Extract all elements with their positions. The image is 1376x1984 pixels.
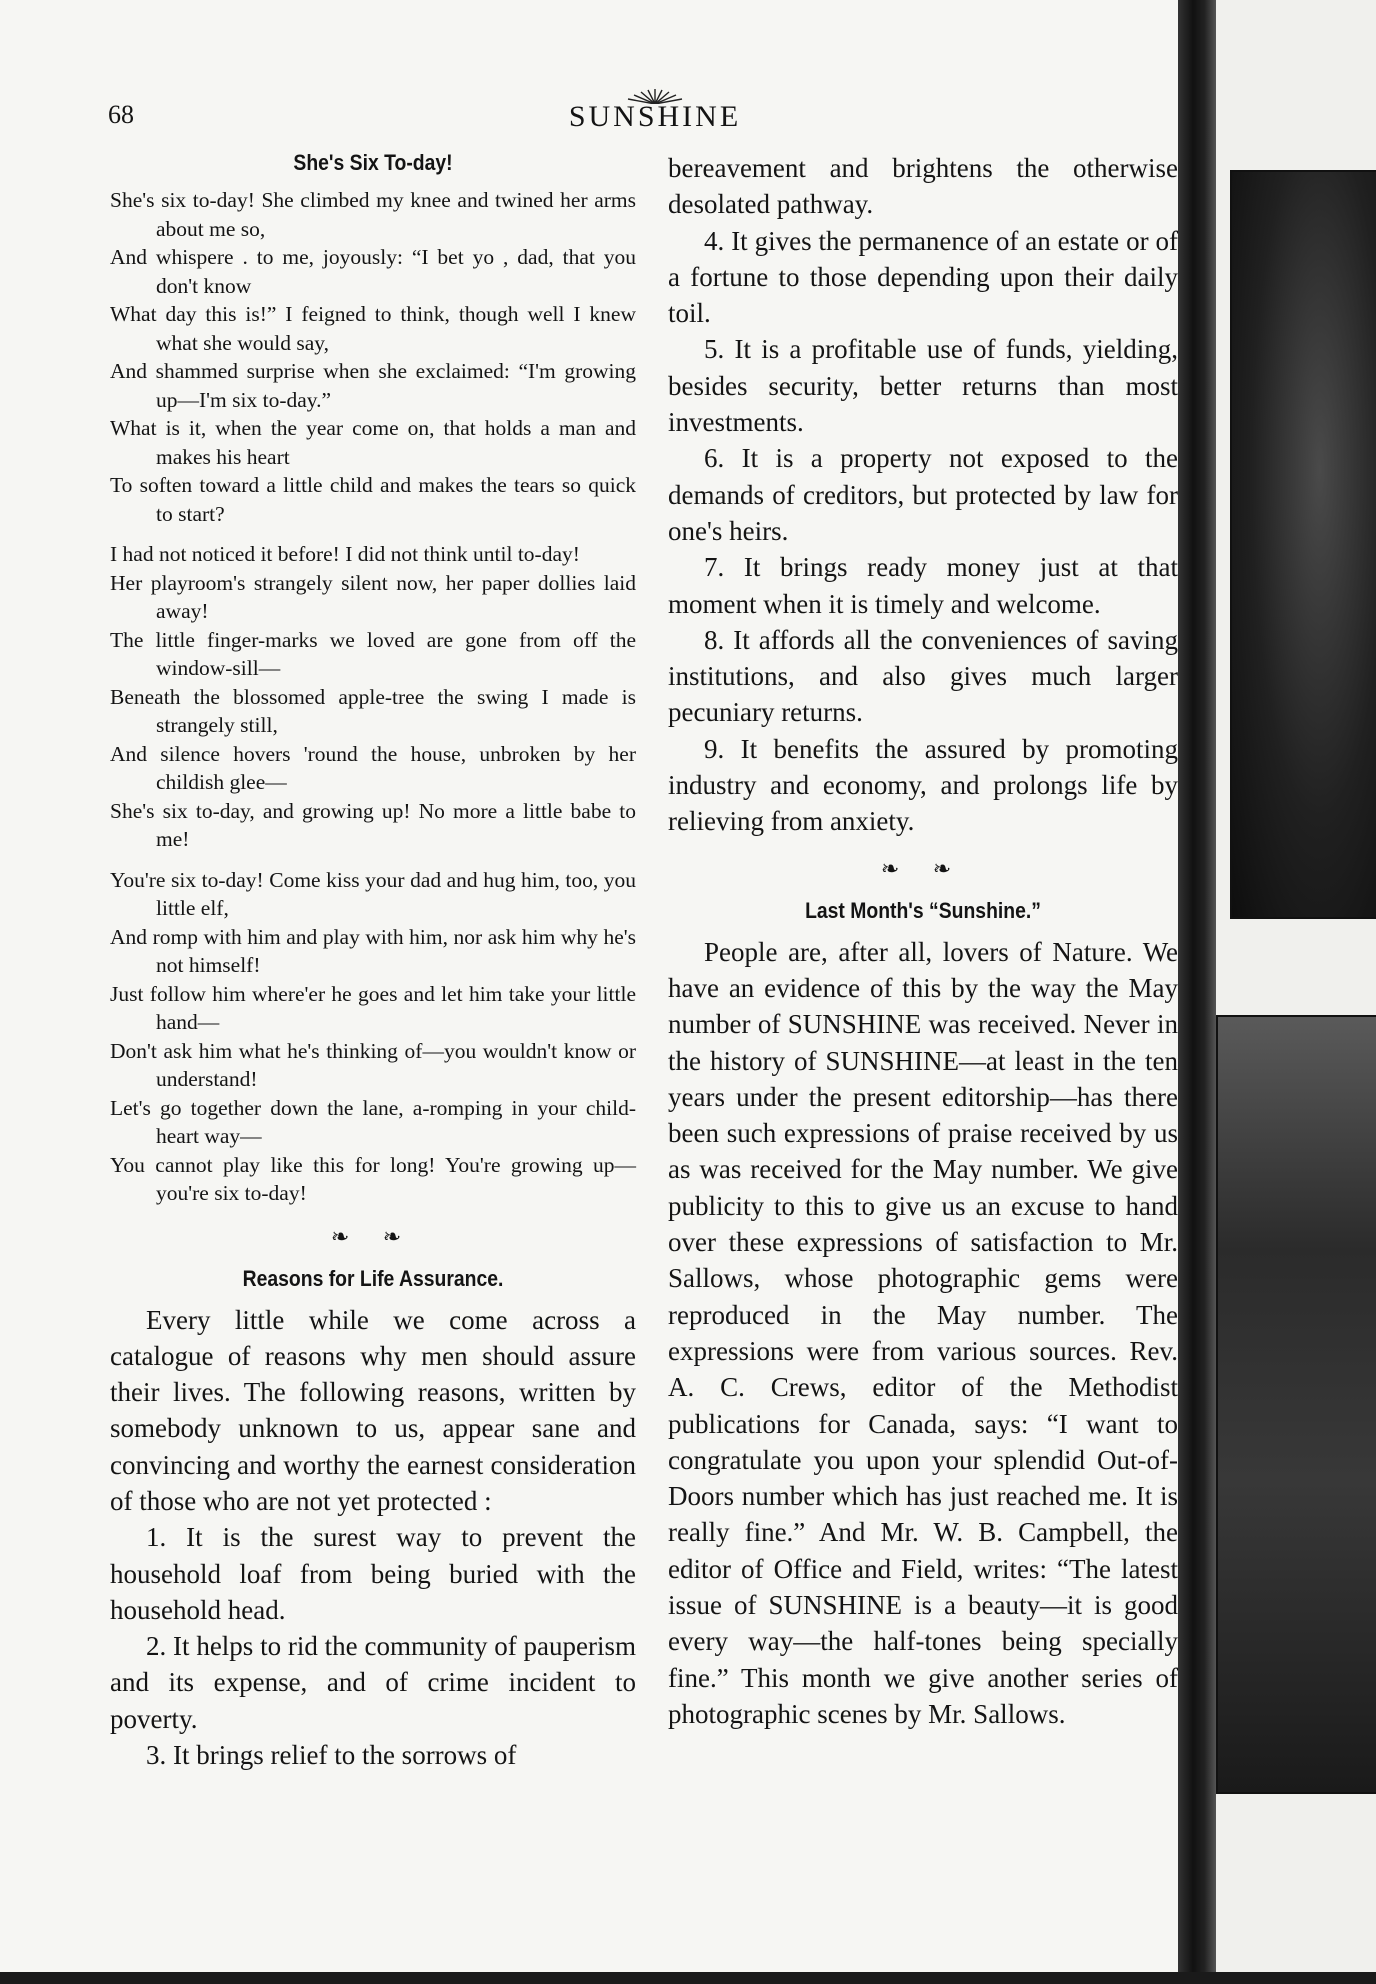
poem-line: Beneath the blossomed apple-tree the swing I made is strangely still, [110, 684, 636, 737]
reason-item: 8. It affords all the conveniences of saving institutions, and also gives much larger pecuniary returns. [668, 624, 1178, 728]
right-column [668, 150, 1178, 1732]
book-gutter [1178, 0, 1216, 1984]
reason-item: 6. It is a property not exposed to the demands of creditors, but protected by law for one's heirs. [668, 443, 1178, 546]
poem-line: You're six to-day! Come kiss your dad and hug him, too, you little elf, [110, 867, 636, 920]
masthead-title: SUNSHINE [568, 100, 742, 133]
facing-page-photo-bottom [1216, 1015, 1376, 1794]
poem-line: And romp with him and play with him, nor ask him why he's not himself! [110, 924, 636, 977]
reason-item: 1. It is the surest way to prevent the household loaf from being buried with the household head. [110, 1522, 636, 1625]
poem-line: What day this is!” I feigned to think, though well I knew what she would say, [110, 302, 636, 355]
reason-item: 9. It benefits the assured by promoting industry and economy, and prolongs life by relieving from anxiety. [668, 733, 1178, 837]
poem-line: Her playroom's strangely silent now, her paper dollies laid away! [110, 570, 636, 623]
poem-stanza [110, 186, 636, 528]
reasons-intro: Every little while we come across a catalogue of reasons why men should assure their lives. The following reasons, written by somebody unknown to us, appear sane and convincing and worthy the earnest consideration of those who are not yet protected : [110, 1304, 636, 1516]
section-ornament: ❧ ❧ [880, 855, 966, 881]
reason-item: 4. It gives the permanence of an estate or of a fortune to those depending upon their daily toil. [668, 225, 1178, 329]
reason-item: 5. It is a profitable use of funds, yielding, besides security, better returns than most investments. [668, 334, 1178, 438]
section-ornament: ❧ ❧ [330, 1223, 416, 1249]
poem-line: I had not noticed it before! I did not think until to-day! [110, 542, 580, 566]
poem-line: She's six to-day, and growing up! No more a little babe to me! [110, 798, 636, 851]
reason-item: 2. It helps to rid the community of pauperism and its expense, and of crime incident to poverty. [110, 1631, 636, 1734]
facing-page-photo-top [1230, 170, 1376, 919]
poem-line: The little finger-marks we loved are gone from off the window-sill— [110, 627, 636, 680]
poem-line: You cannot play like this for long! You're growing up—you're six to-day! [110, 1152, 636, 1205]
poem-stanza [110, 540, 636, 854]
poem-line: Don't ask him what he's thinking of—you wouldn't know or understand! [110, 1038, 636, 1091]
reason-item: 3. It brings relief to the sorrows of [146, 1740, 517, 1771]
poem-line: And shammed surprise when she exclaimed: “I'm growing up—I'm six to-day.” [110, 359, 636, 412]
masthead [560, 88, 750, 134]
reason-item-continued: bereavement and brightens the otherwise desolated pathway. [668, 153, 1178, 220]
poem-line: To soften toward a little child and makes the tears so quick to start? [110, 473, 636, 526]
poem-line: Let's go together down the lane, a-romping in your child-heart way— [110, 1095, 636, 1148]
last-month-title: Last Month's “Sunshine.” [805, 897, 1041, 923]
poem-title: She's Six To-day! [293, 150, 453, 175]
reasons-title: Reasons for Life Assurance. [242, 1265, 504, 1291]
poem-line: And silence hovers 'round the house, unbroken by her childish glee— [110, 741, 636, 794]
poem-line: And whispere . to me, joyously: “I bet yo , dad, that you don't know [110, 245, 636, 298]
last-month-body: People are, after all, lovers of Nature. We have an evidence of this by the way the May number of SUNSHINE was received. Never in the history of SUNSHINE—at least in the ten years under the present editorship—has there been such expressions of praise received by us as was received for the May number. We give publicity to this to give us an excuse to hand over these expressions of satisfaction to Mr. Sallows, whose photographic gems were reproduced in the May number. The expressions were from various sources. Rev. A. C. Crews, editor of the Methodist publications for Canada, says: “I want to congratulate you upon your splendid Out-of-Doors number which has just reached me. It is really fine.” And Mr. W. B. Campbell, the editor of Office and Field, writes: “The latest issue of SUNSHINE is a beauty—it is good every way—the half-tones being specially fine.” This month we give another series of photographic scenes by Mr. Sallows. [668, 936, 1178, 1729]
poem-line: What is it, when the year come on, that holds a man and makes his heart [110, 416, 636, 469]
reason-item: 7. It brings ready money just at that moment when it is timely and welcome. [668, 552, 1178, 619]
poem-stanza [110, 866, 636, 1208]
page-number: 68 [108, 100, 134, 129]
poem-line: She's six to-day! She climbed my knee and twined her arms about me so, [110, 188, 636, 241]
scan-bottom-edge [0, 1972, 1376, 1984]
left-column [110, 150, 636, 1773]
poem-line: Just follow him where'er he goes and let him take your little hand— [110, 981, 636, 1034]
